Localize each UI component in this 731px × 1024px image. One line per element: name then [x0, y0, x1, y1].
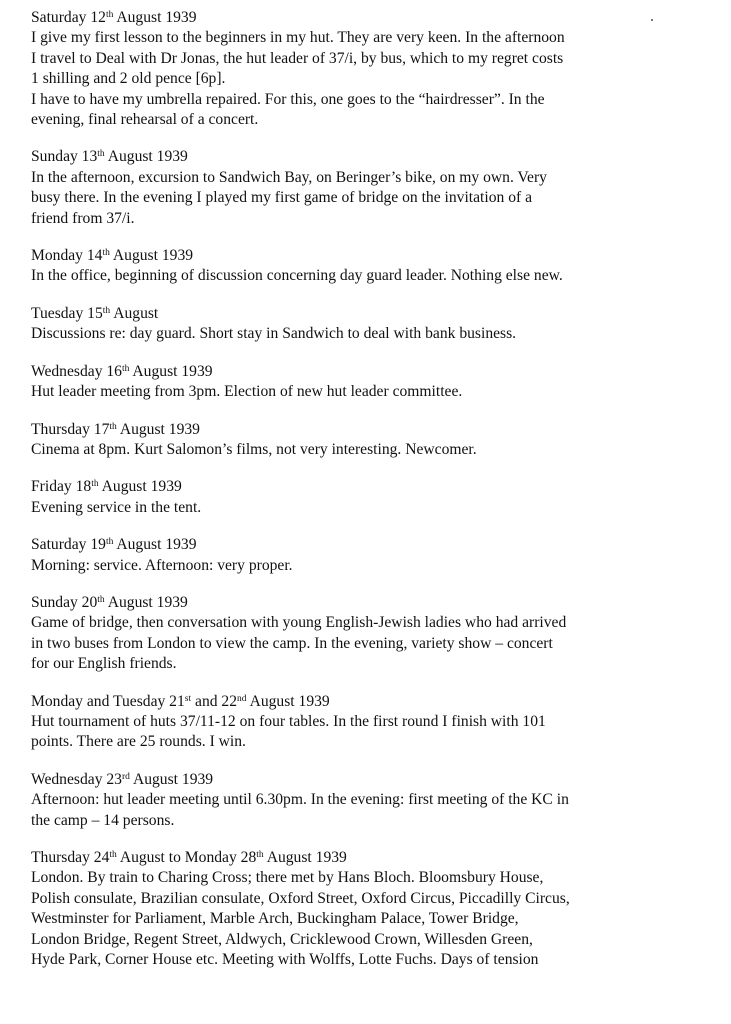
- entry-line: friend from 37/i.: [31, 209, 135, 227]
- entry-line: Game of bridge, then conversation with young English-Jewish ladies who had arrived: [31, 614, 567, 632]
- diary-entry: [31, 362, 721, 403]
- entry-date: Saturday 19th August 1939: [31, 536, 197, 554]
- entry-line: for our English friends.: [31, 655, 177, 673]
- entry-date: Monday and Tuesday 21st and 22nd August 1939: [31, 692, 330, 710]
- diary-entry: [31, 304, 721, 345]
- entry-date: Sunday 13th August 1939: [31, 148, 188, 166]
- entry-line: Hyde Park, Corner House etc. Meeting with Wolffs, Lotte Fuchs. Days of tension: [31, 951, 539, 969]
- entry-date: Thursday 17th August 1939: [31, 420, 200, 438]
- entry-date: Thursday 24th August to Monday 28th August 1939: [31, 849, 347, 866]
- entry-line: In the afternoon, excursion to Sandwich Bay, on Beringer’s bike, on my own. Very: [31, 168, 547, 186]
- entry-line: London. By train to Charing Cross; there met by Hans Bloch. Bloomsbury House,: [31, 869, 544, 887]
- entry-line: Cinema at 8pm. Kurt Salomon’s films, not very interesting. Newcomer.: [31, 440, 477, 458]
- entry-line: evening, final rehearsal of a concert.: [31, 111, 259, 129]
- entry-line: I have to have my umbrella repaired. For this, one goes to the “hairdresser”. In the: [31, 90, 545, 108]
- diary-entry: [31, 246, 721, 287]
- diary-entry: [31, 420, 721, 461]
- diary-entry: [31, 848, 721, 970]
- entry-line: points. There are 25 rounds. I win.: [31, 733, 246, 751]
- entry-line: Morning: service. Afternoon: very proper.: [31, 556, 293, 574]
- entry-line: I give my first lesson to the beginners in my hut. They are very keen. In the afternoon: [31, 29, 565, 47]
- entry-line: Polish consulate, Brazilian consulate, Oxford Street, Oxford Circus, Piccadilly Circus,: [31, 889, 570, 907]
- diary-entry: [31, 593, 721, 675]
- entry-line: Discussions re: day guard. Short stay in Sandwich to deal with bank business.: [31, 325, 517, 343]
- diary-entry: [31, 8, 721, 130]
- entry-line: Hut leader meeting from 3pm. Election of new hut leader committee.: [31, 383, 463, 401]
- entry-line: Afternoon: hut leader meeting until 6.30pm. In the evening: first meeting of the KC in: [31, 791, 569, 809]
- entry-line: I travel to Deal with Dr Jonas, the hut leader of 37/i, by bus, which to my regret costs: [31, 49, 564, 67]
- entry-line: 1 shilling and 2 old pence [6p].: [31, 70, 226, 88]
- entry-date: Monday 14th August 1939: [31, 247, 194, 265]
- entry-line: Hut tournament of huts 37/11-12 on four tables. In the first round I finish with 101: [31, 712, 546, 730]
- entry-line: London Bridge, Regent Street, Aldwych, Cricklewood Crown, Willesden Green,: [31, 930, 533, 948]
- diary-entry: [31, 477, 721, 518]
- entry-line: the camp – 14 persons.: [31, 811, 175, 829]
- entry-date: Sunday 20th August 1939: [31, 593, 188, 611]
- entry-date: Wednesday 23rd August 1939: [31, 770, 214, 788]
- entry-date: Saturday 12th August 1939: [31, 9, 197, 26]
- entry-line: In the office, beginning of discussion concerning day guard leader. Nothing else new.: [31, 267, 563, 285]
- entry-date: Friday 18th August 1939: [31, 478, 182, 496]
- diary-entry: [31, 692, 721, 753]
- entry-date: Tuesday 15th August: [31, 304, 159, 322]
- diary-entry: [31, 770, 721, 831]
- entry-line: Evening service in the tent.: [31, 498, 202, 516]
- diary-page: [31, 8, 721, 987]
- entry-date: Wednesday 16th August 1939: [31, 362, 213, 380]
- entry-line: busy there. In the evening I played my first game of bridge on the invitation of a: [31, 189, 533, 207]
- diary-entry: [31, 147, 721, 229]
- entry-line: Westminster for Parliament, Marble Arch, Buckingham Palace, Tower Bridge,: [31, 910, 519, 928]
- entry-line: in two buses from London to view the camp. In the evening, variety show – concert: [31, 634, 553, 652]
- diary-entry: [31, 535, 721, 576]
